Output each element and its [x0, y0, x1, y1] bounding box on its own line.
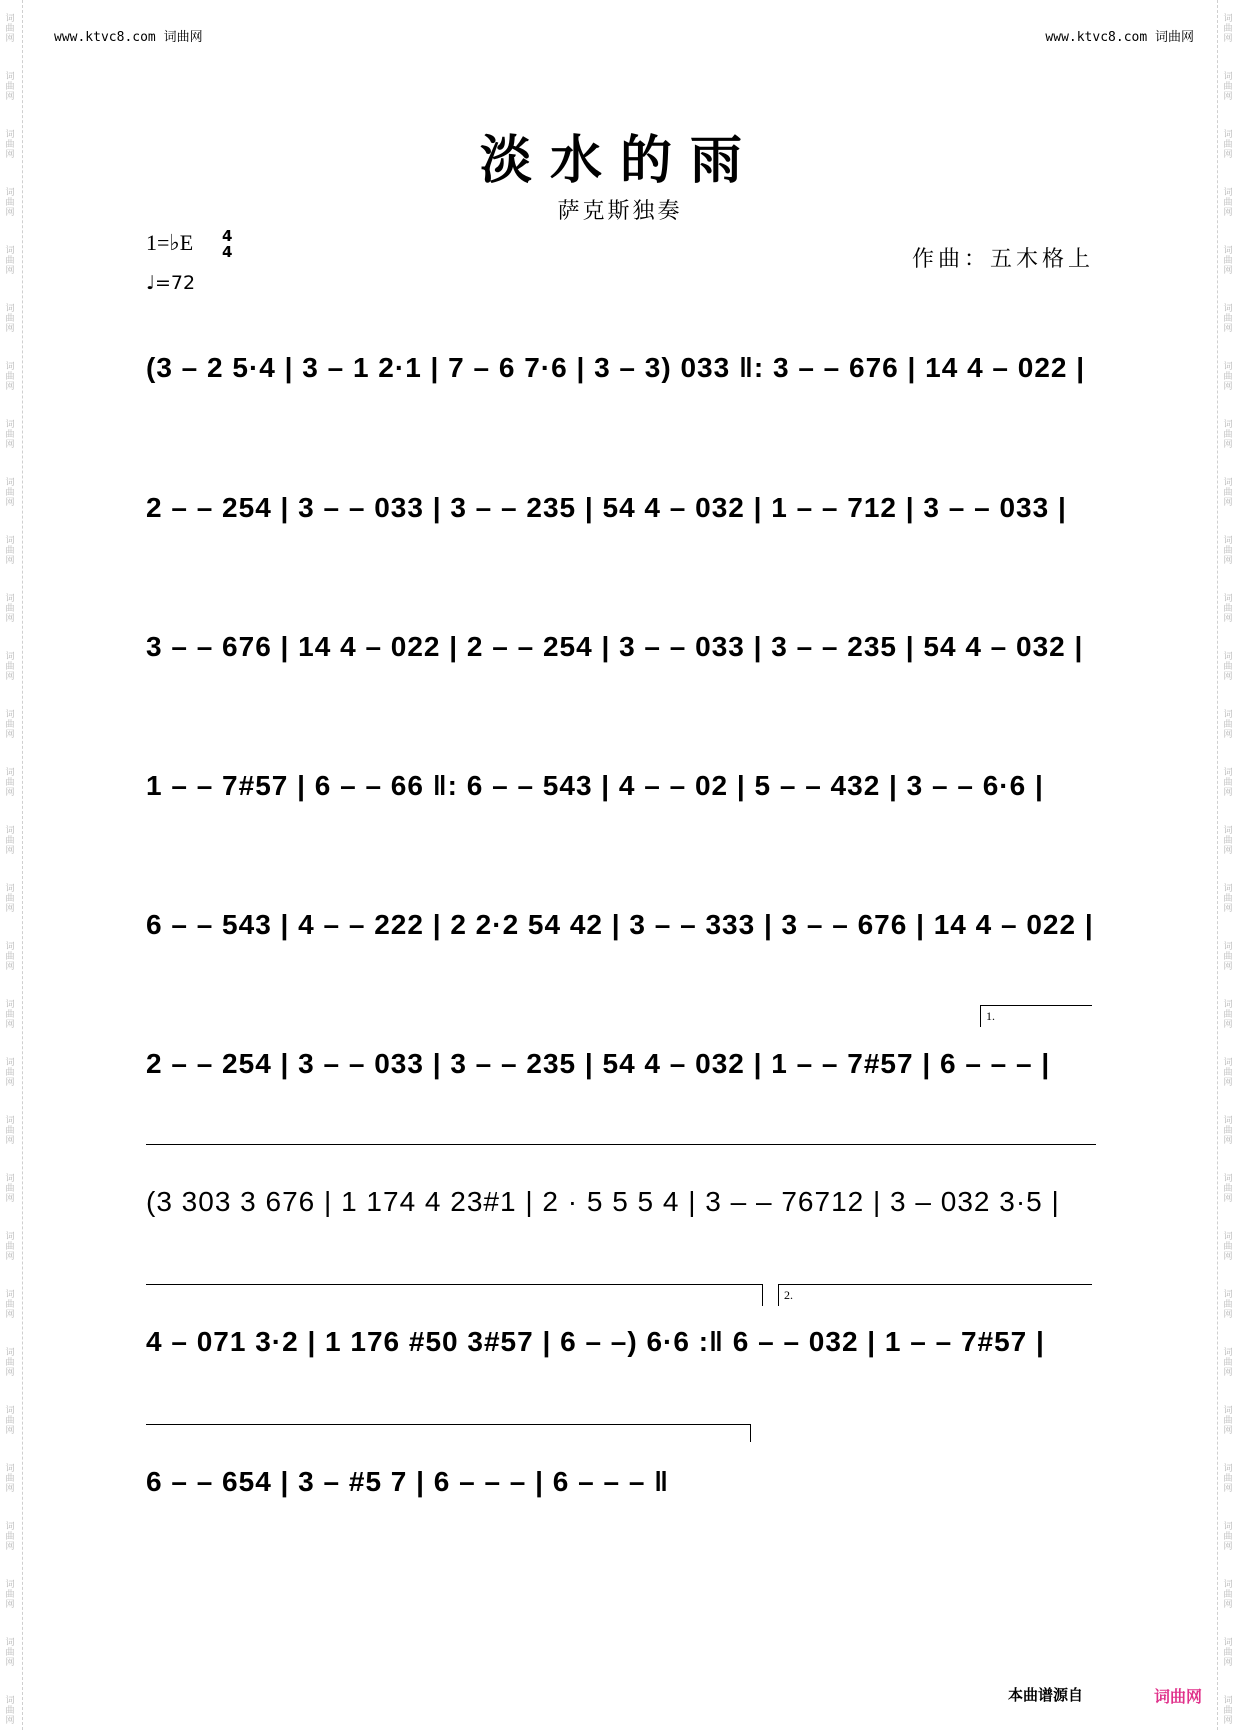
left-watermark-glyphs: 词曲网 [5, 362, 15, 392]
page-subtitle: 萨克斯独奏 [557, 199, 683, 224]
volta-1-bracket-end-tick [762, 1284, 763, 1306]
right-watermark-strip [1217, 0, 1240, 1730]
right-watermark-glyphs: 词曲网 [1223, 130, 1233, 160]
tempo-marking: ♩=72 [146, 272, 196, 294]
left-watermark-glyphs: 词曲网 [5, 1406, 15, 1436]
left-watermark-glyphs: 词曲网 [5, 594, 15, 624]
composer-credit: 作曲：五木格上 [912, 247, 1095, 272]
left-watermark-glyphs: 词曲网 [5, 710, 15, 740]
volta-1-label: 1. [986, 1009, 995, 1023]
header-url-right[interactable]: www.ktvc8.com 词曲网 [1045, 30, 1194, 45]
right-watermark-glyphs: 词曲网 [1223, 1232, 1233, 1262]
notation-line-7: (3 303 3 676 | 1 174 4 23#1 | 2 · 5 5 5 4 | 3 – – 76712 | 3 – 032 3·5 | [146, 1186, 1060, 1217]
right-watermark-glyphs: 词曲网 [1223, 536, 1233, 566]
right-watermark-glyphs: 词曲网 [1223, 1406, 1233, 1436]
right-watermark-glyphs: 词曲网 [1223, 72, 1233, 102]
left-watermark-glyphs: 词曲网 [5, 1232, 15, 1262]
right-watermark-glyphs: 词曲网 [1223, 1290, 1233, 1320]
volta-2-bracket-continuation [146, 1424, 750, 1425]
left-watermark-glyphs: 词曲网 [5, 478, 15, 508]
right-watermark-glyphs: 词曲网 [1223, 478, 1233, 508]
left-watermark-glyphs: 词曲网 [5, 1000, 15, 1030]
right-watermark-glyphs: 词曲网 [1223, 1696, 1233, 1726]
left-watermark-glyphs: 词曲网 [5, 768, 15, 798]
page-title: 淡水的雨 [479, 130, 760, 191]
right-watermark-glyphs: 词曲网 [1223, 652, 1233, 682]
left-watermark-glyphs: 词曲网 [5, 1638, 15, 1668]
left-watermark-glyphs: 词曲网 [5, 1174, 15, 1204]
left-watermark-glyphs: 词曲网 [5, 72, 15, 102]
left-watermark-glyphs: 词曲网 [5, 536, 15, 566]
time-signature-top: 4 [222, 227, 233, 245]
left-watermark-strip [0, 0, 23, 1730]
right-watermark-glyphs: 词曲网 [1223, 188, 1233, 218]
notation-line-9: 6 – – 654 | 3 – #5 7 | 6 – – – | 6 – – – ‖ [146, 1466, 670, 1497]
left-watermark-glyphs: 词曲网 [5, 1580, 15, 1610]
right-watermark-glyphs: 词曲网 [1223, 1058, 1233, 1088]
key-signature: 1=♭E [146, 230, 194, 255]
right-watermark-glyphs: 词曲网 [1223, 768, 1233, 798]
footer-brand-link[interactable]: 词曲网 [1154, 1687, 1203, 1706]
right-watermark-glyphs: 词曲网 [1223, 884, 1233, 914]
left-watermark-glyphs: 词曲网 [5, 1464, 15, 1494]
right-watermark-glyphs: 词曲网 [1223, 826, 1233, 856]
left-watermark-glyphs: 词曲网 [5, 1522, 15, 1552]
right-watermark-glyphs: 词曲网 [1223, 246, 1233, 276]
time-signature-bottom: 4 [222, 243, 233, 261]
header-url-left[interactable]: www.ktvc8.com 词曲网 [54, 30, 203, 45]
right-watermark-glyphs: 词曲网 [1223, 942, 1233, 972]
right-watermark-glyphs: 词曲网 [1223, 1638, 1233, 1668]
left-watermark-glyphs: 词曲网 [5, 1290, 15, 1320]
right-watermark-glyphs: 词曲网 [1223, 14, 1233, 44]
left-watermark-glyphs: 词曲网 [5, 1348, 15, 1378]
right-watermark-glyphs: 词曲网 [1223, 1000, 1233, 1030]
left-watermark-glyphs: 词曲网 [5, 884, 15, 914]
right-watermark-glyphs: 词曲网 [1223, 1174, 1233, 1204]
left-watermark-glyphs: 词曲网 [5, 1116, 15, 1146]
notation-line-5: 6 – – 543 | 4 – – 222 | 2 2·2 54 42 | 3 – – 333 | 3 – – 676 | 14 4 – 022 | [146, 909, 1094, 940]
right-watermark-glyphs: 词曲网 [1223, 1348, 1233, 1378]
notation-line-6: 2 – – 254 | 3 – – 033 | 3 – – 235 | 54 4 – 032 | 1 – – 7#57 | 6 – – – | [146, 1048, 1051, 1079]
right-watermark-glyphs: 词曲网 [1223, 362, 1233, 392]
left-watermark-glyphs: 词曲网 [5, 1058, 15, 1088]
volta-2-label: 2. [784, 1288, 793, 1302]
notation-line-8: 4 – 071 3·2 | 1 176 #50 3#57 | 6 – –) 6·6 :‖ 6 – – 032 | 1 – – 7#57 | [146, 1326, 1045, 1357]
left-watermark-glyphs: 词曲网 [5, 246, 15, 276]
left-watermark-glyphs: 词曲网 [5, 130, 15, 160]
notation-line-1: (3 – 2 5·4 | 3 – 1 2·1 | 7 – 6 7·6 | 3 – 3) 033 ‖: 3 – – 676 | 14 4 – 022 | [146, 352, 1086, 383]
right-watermark-glyphs: 词曲网 [1223, 1464, 1233, 1494]
left-watermark-glyphs: 词曲网 [5, 826, 15, 856]
right-watermark-glyphs: 词曲网 [1223, 1580, 1233, 1610]
footer-source-label: 本曲谱源自 [1008, 1686, 1084, 1704]
volta-2-bracket-tick [778, 1284, 779, 1306]
right-watermark-glyphs: 词曲网 [1223, 710, 1233, 740]
right-watermark-glyphs: 词曲网 [1223, 304, 1233, 334]
left-watermark-glyphs: 词曲网 [5, 304, 15, 334]
right-watermark-glyphs: 词曲网 [1223, 1522, 1233, 1552]
volta-1-bracket-continuation [146, 1144, 1096, 1145]
volta-2-bracket-end-tick [750, 1424, 751, 1442]
left-watermark-glyphs: 词曲网 [5, 1696, 15, 1726]
volta-1-bracket-end [146, 1284, 762, 1285]
right-watermark-glyphs: 词曲网 [1223, 420, 1233, 450]
left-watermark-glyphs: 词曲网 [5, 188, 15, 218]
volta-1-bracket-tick [980, 1005, 981, 1027]
notation-line-4: 1 – – 7#57 | 6 – – 66 ‖: 6 – – 543 | 4 – – 02 | 5 – – 432 | 3 – – 6·6 | [146, 770, 1044, 801]
notation-line-3: 3 – – 676 | 14 4 – 022 | 2 – – 254 | 3 – – 033 | 3 – – 235 | 54 4 – 032 | [146, 631, 1084, 662]
volta-1-bracket [980, 1005, 1092, 1006]
volta-2-bracket [778, 1284, 1092, 1285]
time-signature [222, 228, 232, 260]
left-watermark-glyphs: 词曲网 [5, 942, 15, 972]
left-watermark-glyphs: 词曲网 [5, 14, 15, 44]
left-watermark-glyphs: 词曲网 [5, 652, 15, 682]
right-watermark-glyphs: 词曲网 [1223, 1116, 1233, 1146]
right-watermark-glyphs: 词曲网 [1223, 594, 1233, 624]
notation-line-2: 2 – – 254 | 3 – – 033 | 3 – – 235 | 54 4 – 032 | 1 – – 712 | 3 – – 033 | [146, 492, 1067, 523]
left-watermark-glyphs: 词曲网 [5, 420, 15, 450]
